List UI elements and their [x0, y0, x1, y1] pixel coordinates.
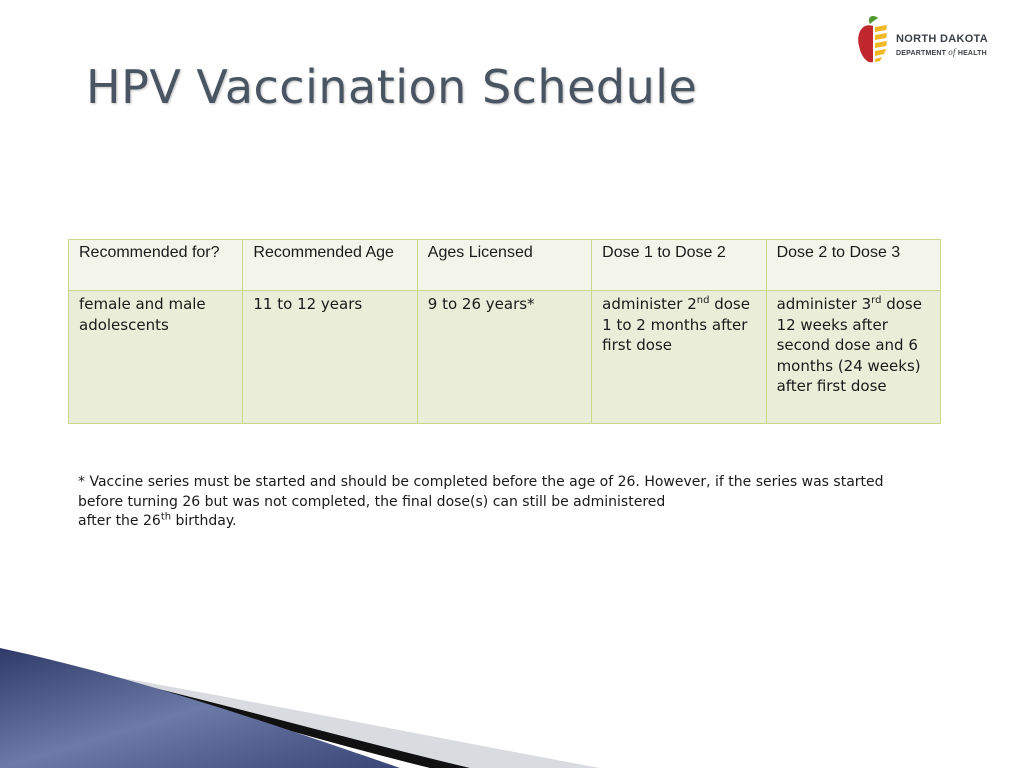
- footnote-line2-pre: after the 26: [78, 513, 161, 529]
- logo-department-word: DEPARTMENT: [896, 50, 947, 57]
- dose2-ordinal-suffix: rd: [871, 295, 882, 306]
- dose1-ordinal-suffix: nd: [696, 295, 710, 306]
- header-recommended-age: Recommended Age: [243, 240, 417, 291]
- cell-dose1-to-dose2: [592, 291, 766, 424]
- footnote-line1: * Vaccine series must be started and should be completed before the age of 26. However, if the series was started before turning 26 but was not completed, the final dose(s) can still be administered: [78, 474, 884, 510]
- table-header-row: [69, 240, 941, 291]
- footnote-ordinal-suffix: th: [160, 511, 172, 523]
- cell-recommended-for: female and male adolescents: [69, 291, 243, 424]
- footnote-line2-post: birthday.: [171, 513, 237, 529]
- apple-logo-icon: [856, 14, 896, 68]
- logo-text-state: NORTH DAKOTA: [896, 33, 988, 45]
- header-dose2-to-dose3: Dose 2 to Dose 3: [766, 240, 940, 291]
- cell-dose2-to-dose3: [766, 291, 940, 424]
- dose1-text-pre: administer 2: [602, 295, 697, 313]
- vaccination-schedule-table: [68, 239, 941, 424]
- slide-title: HPV Vaccination Schedule: [86, 60, 698, 114]
- dose1-text-post: dose 1 to 2 months after first dose: [602, 295, 750, 354]
- header-ages-licensed: Ages Licensed: [417, 240, 591, 291]
- cell-recommended-age: 11 to 12 years: [243, 291, 417, 424]
- header-recommended-for: Recommended for?: [69, 240, 243, 291]
- footnote: [78, 473, 918, 532]
- logo-text-department: [896, 47, 987, 57]
- logo-of-word: of: [948, 47, 956, 57]
- logo-health-word: HEALTH: [957, 50, 987, 57]
- dose2-text-post: dose 12 weeks after second dose and 6 months (24 weeks) after first dose: [776, 295, 922, 395]
- corner-swoosh-decoration: [0, 640, 1024, 768]
- dose2-text-pre: administer 3: [776, 295, 872, 313]
- header-dose1-to-dose2: Dose 1 to Dose 2: [592, 240, 766, 291]
- nd-health-logo: [856, 14, 1016, 68]
- table-row: [69, 291, 941, 424]
- cell-ages-licensed: 9 to 26 years*: [417, 291, 591, 424]
